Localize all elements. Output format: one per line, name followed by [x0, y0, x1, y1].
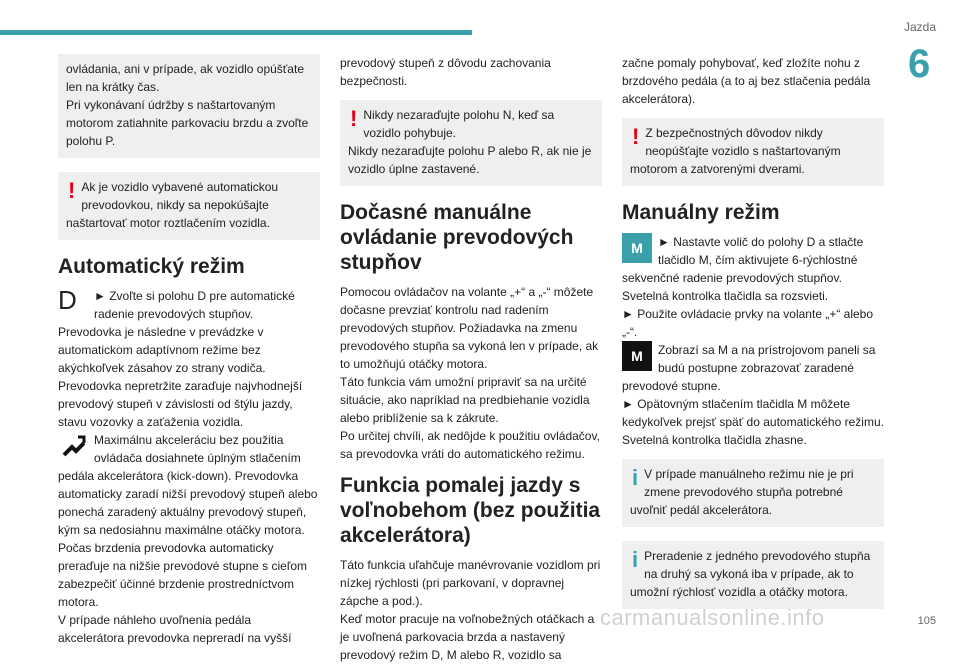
- warning-icon: !: [68, 178, 76, 203]
- paragraph: ► Opätovným stlačením tlačidla M môžete kedykoľvek prejsť späť do automatického režimu.: [622, 397, 884, 429]
- paragraph: Zobrazí sa M a na prístrojovom paneli sa budú postupne zobrazovať zaradené prevodové stupne.: [622, 343, 876, 393]
- paragraph: Táto funkcia vám umožní pripraviť sa na určité situácie, ako napríklad na predbiehanie vozidla alebo priblíženie sa k zákrute.: [340, 375, 590, 425]
- paragraph: Keď motor pracuje na voľnobežných otáčkach a je uvoľnená parkovacia brzda a nastavený prevodový režim D, M alebo R, vozidlo sa: [340, 612, 595, 662]
- paragraph: Počas brzdenia prevodovka automaticky preraďuje na nižšie prevodové stupne s cieľom zabezpečiť účinné brzdenie prostredníctvom motora.: [58, 541, 308, 609]
- paragraph: Prevodovka nepretržite zaraďuje najvhodnejší prevodový stupeň v závislosti od štýlu jazdy, stavu vozovky a zaťaženia vozidla.: [58, 379, 303, 429]
- paragraph: začne pomaly pohybovať, keď zložíte nohu z brzdového pedála (a to aj bez stlačenia pedála akcelerátora).: [622, 56, 871, 106]
- note-box: [58, 54, 320, 158]
- manual-mode-m-icon: M: [622, 233, 652, 263]
- step: [622, 233, 884, 287]
- step: [58, 287, 320, 323]
- pedal-kickdown-icon: [58, 431, 88, 461]
- page-number: 105: [917, 615, 936, 627]
- paragraph: ► Použite ovládacie prvky na volante „+“ alebo „-“.: [622, 307, 874, 339]
- paragraph: Pomocou ovládačov na volante „+“ a „-“ môžete dočasne prevziať kontrolu nad radením prevodových stupňov. Požiadavka na zmenu prevodového stupňa sa vykoná len v prípade, ak to umožňujú otáčky motora.: [340, 285, 599, 371]
- paragraph: prevodový stupeň z dôvodu zachovania bezpečnosti.: [340, 56, 551, 88]
- info-text: V prípade manuálneho režimu nie je pri zmene prevodového stupňa potrebné uvoľniť pedál akcelerátora.: [630, 467, 854, 517]
- warning-text: Nikdy nezaraďujte polohu N, keď sa vozidlo pohybuje.: [363, 108, 555, 140]
- warning-icon: !: [350, 106, 358, 131]
- warning-icon: !: [632, 124, 640, 149]
- warning-text: Ak je vozidlo vybavené automatickou prevodovkou, nikdy sa nepokúšajte naštartovať motor roztlačením vozidla.: [66, 180, 279, 230]
- section-heading: Dočasné manuálne ovládanie prevodových stupňov: [340, 201, 574, 274]
- info-text: Preradenie z jedného prevodového stupňa na druhý sa vykoná iba v prípade, ak to umožní rýchlosť vozidla a otáčky motora.: [630, 549, 871, 599]
- instrument-display-icon: M: [622, 341, 652, 371]
- column-3: [622, 54, 884, 623]
- warning-box: [340, 100, 602, 186]
- section-heading: Manuálny režim: [622, 201, 780, 224]
- warning-box: [58, 172, 320, 240]
- header-accent-bar: [0, 30, 472, 35]
- column-1: [58, 54, 320, 647]
- warning-text: Z bezpečnostných dôvodov nikdy neopúšťajte vozidlo s naštartovaným motorom a zatvorenými dverami.: [630, 126, 841, 176]
- info-icon: i: [632, 547, 639, 572]
- intro-line: Pri vykonávaní údržby s naštartovaným motorom zatiahnite parkovaciu brzdu a zvoľte polohu P.: [66, 98, 309, 148]
- chapter-label: Jazda: [903, 20, 936, 34]
- kickdown-block: [58, 431, 320, 539]
- warning-box: [622, 118, 884, 186]
- paragraph: Po určitej chvíli, ak nedôjde k použitiu ovládačov, sa prevodovka vráti do automatického režimu.: [340, 429, 600, 461]
- gear-d-icon: D: [58, 285, 77, 315]
- step-text: ► Zvoľte si polohu D pre automatické radenie prevodových stupňov.: [94, 289, 295, 321]
- warning-text: Nikdy nezaraďujte polohu P alebo R, ak nie je vozidlo úplne zastavené.: [348, 144, 592, 176]
- paragraph: Táto funkcia uľahčuje manévrovanie vozidlom pri nízkej rýchlosti (pri parkovaní, v dopravnej zápche a pod.).: [340, 558, 601, 608]
- info-box: [622, 541, 884, 609]
- section-heading: Funkcia pomalej jazdy s voľnobehom (bez použitia akcelerátora): [340, 474, 601, 547]
- paragraph: Svetelná kontrolka tlačidla sa rozsvieti.: [622, 289, 829, 303]
- watermark: carmanualsonline.info: [600, 605, 825, 630]
- paragraph: V prípade náhleho uvoľnenia pedála akcelerátora prevodovka nepreradí na vyšší: [58, 613, 292, 645]
- intro-line: ovládania, ani v prípade, ak vozidlo opúšťate len na krátky čas.: [66, 62, 304, 94]
- info-icon: i: [632, 465, 639, 490]
- paragraph: Prevodovka je následne v prevádzke v automatickom adaptívnom režime bez akýchkoľvek zásahov zo strany vodiča.: [58, 325, 266, 375]
- display-block: [622, 341, 884, 395]
- paragraph: Maximálnu akceleráciu bez použitia ovládača dosiahnete úplným stlačením pedála akcelerátora (kick-down). Prevodovka automaticky zaradí nižší prevodový stupeň alebo ponechá zaradený aktuálny prevodový stupeň, kým sa nedosiahnu maximálne otáčky motora.: [58, 433, 318, 537]
- chapter-number: 6: [908, 42, 931, 86]
- section-heading: Automatický režim: [58, 255, 245, 278]
- info-box: [622, 459, 884, 527]
- step-text: ► Nastavte volič do polohy D a stlačte tlačidlo M, čím aktivujete 6-rýchlostné sekvenčné radenie prevodových stupňov.: [622, 235, 864, 285]
- paragraph: Svetelná kontrolka tlačidla zhasne.: [622, 433, 807, 447]
- column-2: [340, 54, 602, 664]
